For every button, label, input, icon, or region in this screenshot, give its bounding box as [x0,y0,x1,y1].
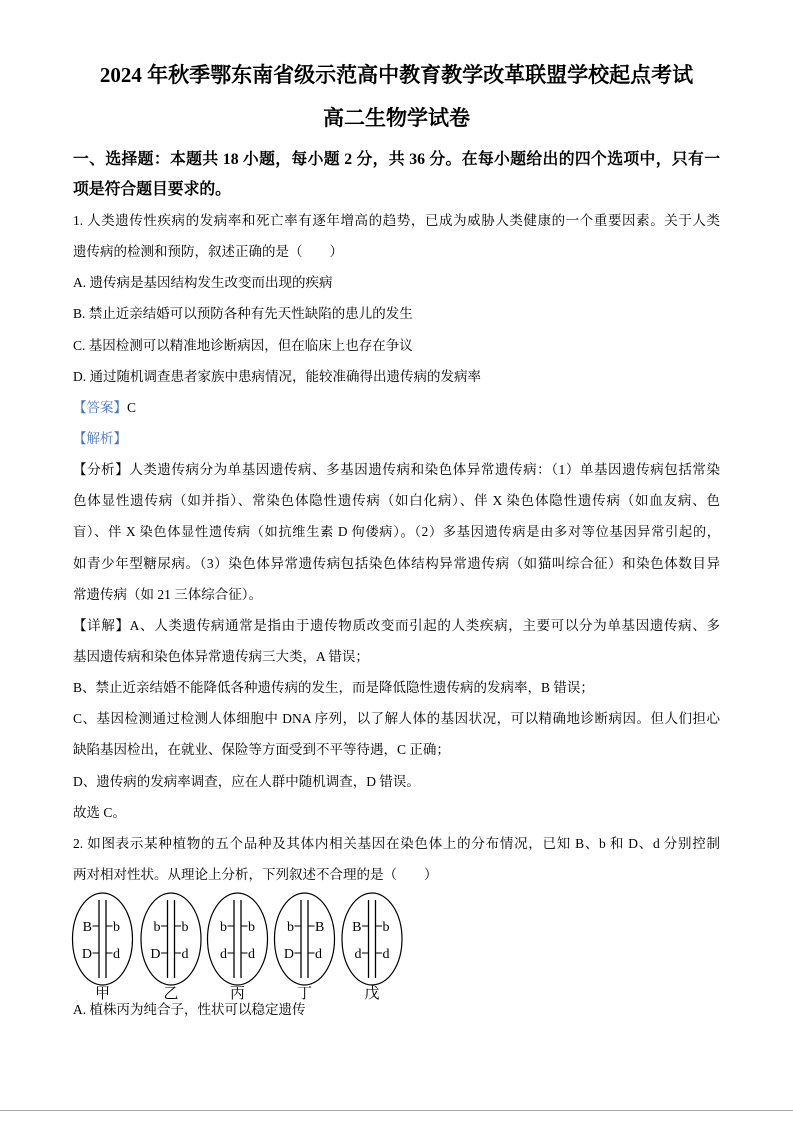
gene-label-right: B [315,919,325,935]
question-stem-line: 1. 人类遗传性疾病的发病率和死亡率有逐年增高的趋势，已成为威胁人类健康的一个重要因素。关于人类 [73,213,720,228]
conclusion-line: 故选 C。 [73,804,126,820]
gene-label-right: d [248,946,255,962]
option-a: A. 植株丙为纯合子，性状可以稳定遗传 [73,1002,306,1018]
gene-label-right: d [382,946,390,962]
analysis-line: 常遗传病（如 21 三体综合征）。 [73,586,262,602]
cell-outline [141,893,201,985]
plant-cell-4 [275,893,335,1002]
answer-value: C [127,399,137,415]
gene-label-right: d [113,946,120,962]
detail-line: D、遗传病的发病率调查，应在人群中随机调查，D 错误。 [73,773,420,789]
plant-caption: 丁 [296,985,313,1002]
analysis-line: 盲）、伴 X 染色体显性遗传病（如抗维生素 D 佝偻病）。（2）多基因遗传病是由多对等位基因异常引起的， [73,524,720,540]
option-c: C. 基因检测可以精准地诊断病因，但在临床上也存在争议 [73,337,413,353]
gene-label-left: b [220,919,227,935]
gene-label-left: D [81,946,92,962]
question-2 [73,828,720,1026]
plant-caption: 乙 [163,985,179,1002]
exam-content [73,60,720,1025]
gene-label-right: b [248,919,255,935]
question-stem-line: 2. 如图表示某种植物的五个品种及其体内相关基因在染色体上的分布情况，已知 B、b 和 D、d 分别控制 [73,835,720,851]
gene-label-left: b [287,919,294,935]
option-a: A. 遗传病是基因结构发生改变而出现的疾病 [73,275,333,291]
gene-label-right: b [181,919,189,935]
answer-line [73,392,720,423]
gene-label-left: B [352,919,362,935]
section-heading-line: 一、选择题：本题共 18 小题，每小题 2 分，共 36 分。在每小题给出的四个选项中，只有一 [73,151,720,168]
plant-cell-2 [141,893,201,1002]
gene-label-left: D [150,946,161,962]
gene-label-left: D [283,946,294,962]
gene-label-right: d [181,946,189,962]
analysis-line: 【分析】人类遗传病分为单基因遗传病、多基因遗传病和染色体异常遗传病：（1）单基因遗传病包括常染 [73,462,720,478]
plant-cell-1 [73,893,133,1002]
question-stem-line: 两对相对性状。从理论上分析，下列叙述不合理的是（ ） [73,866,438,882]
gene-label-left: d [220,946,227,962]
chromosome-diagram [72,888,412,1004]
option-d: D. 通过随机调查患者家族中患病情况，能较准确得出遗传病的发病率 [73,368,481,384]
cell-outline [342,893,402,985]
analysis-line: 色体显性遗传病（如并指）、常染色体隐性遗传病（如白化病）、伴 X 染色体隐性遗传病（如血友病、色 [73,493,720,509]
detail-line: B、禁止近亲结婚不能降低各种遗传病的发生，而是降低隐性遗传病的发病率，B 错误； [73,680,594,696]
detail-line: 缺陷基因检出，在就业、保险等方面受到不平等待遇，C 正确； [73,742,450,758]
section-heading-line: 项是符合题目要求的。 [73,181,231,198]
cell-outline [208,893,268,985]
cell-outline [73,893,133,985]
analysis-line: 如青少年型糖尿病。（3）染色体异常遗传病包括染色体结构异常遗传病（如猫叫综合征）和染色体数目异 [73,555,720,571]
plant-caption: 丙 [229,985,246,1002]
gene-label-left: B [82,919,92,935]
cell-outline [275,893,335,985]
plant-cell-5 [342,893,402,1002]
detail-line: 【详解】A、人类遗传病通常是指由于遗传物质改变而引起的人类疾病，主要可以分为单基因遗传病、多 [73,617,720,633]
plant-cell-3 [208,893,268,1002]
plant-caption: 戊 [364,985,380,1002]
exam-subtitle: 高二生物学试卷 [323,106,470,130]
gene-label-right: d [315,946,322,962]
answer-label: 【答案】 [73,399,127,415]
gene-label-right: b [113,919,120,935]
gene-label-left: d [354,946,362,962]
gene-label-left: b [153,919,161,935]
question-stem-line: 遗传病的检测和预防，叙述正确的是（ ） [73,244,343,260]
plant-caption: 甲 [94,985,111,1002]
option-b: B. 禁止近亲结婚可以预防各种有先天性缺陷的患儿的发生 [73,306,413,322]
question-1 [73,205,720,828]
detail-line: C、基因检测通过检测人体细胞中 DNA 序列，以了解人体的基因状况，可以精确地诊断病因。但人们担心 [73,711,720,727]
detail-line: 基因遗传病和染色体异常遗传病三大类，A 错误； [73,648,369,664]
chromosome-figure [73,890,720,1002]
explanation-label: 【解析】 [73,430,127,446]
page-bottom-rule [0,1110,793,1111]
exam-title: 2024 年秋季鄂东南省级示范高中教育教学改革联盟学校起点考试 [99,63,694,87]
gene-label-right: b [382,919,390,935]
